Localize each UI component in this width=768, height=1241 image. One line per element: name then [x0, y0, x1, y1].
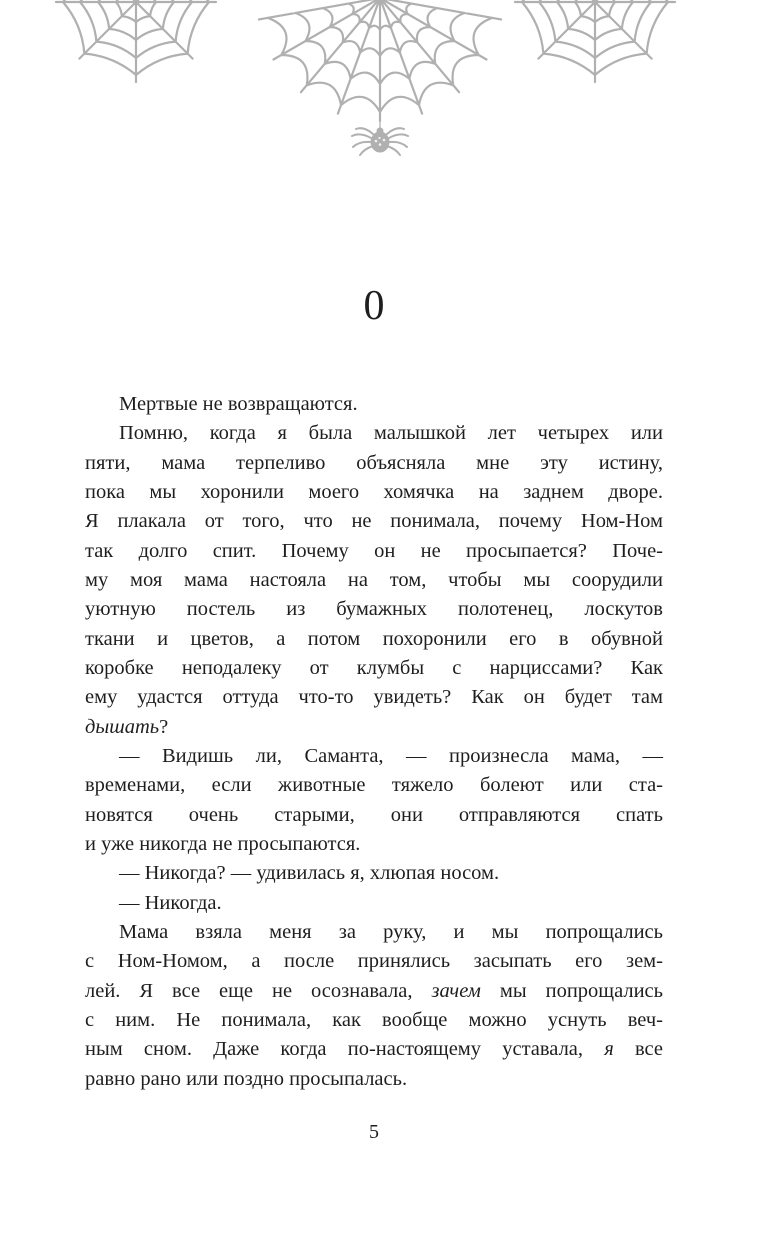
text-segment: коробке неподалеку от клумбы с нарциссами? Как [85, 656, 663, 679]
text-segment: и уже никогда не просыпаются. [85, 832, 361, 855]
text-line [85, 889, 663, 918]
text-segment: временами, если животные тяжело болеют или ста- [85, 774, 663, 797]
text-line [85, 419, 663, 448]
text-segment: — Никогда? — удивилась я, хлюпая носом. [119, 862, 500, 885]
text-segment: равно рано или поздно просыпалась. [85, 1067, 408, 1090]
spider-web-icon [56, 0, 216, 82]
text-line [85, 595, 663, 624]
text-line [85, 1035, 663, 1064]
italic-text: я [604, 1038, 614, 1061]
text-line [85, 390, 663, 419]
text-line [85, 566, 663, 595]
text-line [85, 507, 663, 536]
text-segment: все [613, 1038, 663, 1061]
text-segment: ему удастся оттуда что-то увидеть? Как он будет там [85, 686, 663, 709]
text-line [85, 859, 663, 888]
spider-web-icon [515, 0, 675, 82]
text-segment: — Никогда. [119, 891, 222, 914]
text-line [85, 742, 663, 771]
header-decoration [0, 0, 768, 175]
text-segment: ткани и цветов, а потом похоронили его в обувной [85, 627, 663, 650]
text-segment: лей. Я все еще не осознавала, [85, 979, 432, 1002]
text-line [85, 654, 663, 683]
text-segment: — Видишь ли, Саманта, — произнесла мама, — [119, 744, 663, 767]
text-line [85, 977, 663, 1006]
italic-text: дышать [85, 715, 160, 738]
italic-text: зачем [431, 979, 481, 1002]
text-segment: Помню, когда я была малышкой лет четырех или [119, 422, 663, 445]
text-line [85, 1006, 663, 1035]
spider-icon [352, 128, 408, 156]
text-line [85, 771, 663, 800]
text-segment: пяти, мама терпеливо объясняла мне эту истину, [85, 451, 663, 474]
text-segment: Мертвые не возвращаются. [119, 393, 358, 415]
text-line [85, 478, 663, 507]
text-line [85, 625, 663, 654]
text-line [85, 537, 663, 566]
text-segment: так долго спит. Почему он не просыпается? Поче- [85, 539, 663, 562]
text-line [85, 683, 663, 712]
text-line [85, 830, 663, 859]
text-line [85, 1065, 663, 1094]
page-number: 5 [369, 1121, 379, 1143]
text-segment: с ним. Не понимала, как вообще можно уснуть веч- [85, 1008, 663, 1031]
text-segment: новятся очень старыми, они отправляются спать [85, 803, 663, 826]
text-block [85, 390, 663, 1094]
text-segment: Я плакала от того, что не понимала, почему Ном-Ном [85, 510, 663, 533]
text-segment: пока мы хоронили моего хомячка на заднем дворе. [85, 480, 663, 503]
text-segment: с Ном-Номом, а после принялись засыпать его зем- [85, 950, 663, 973]
text-line [85, 449, 663, 478]
text-line [85, 918, 663, 947]
chapter-number: 0 [363, 283, 385, 329]
text-segment: ? [159, 715, 169, 738]
text-line [85, 947, 663, 976]
text-segment: уютную постель из бумажных полотенец, лоскутов [85, 598, 663, 621]
text-segment: мы попрощались [480, 979, 663, 1002]
text-line [85, 801, 663, 830]
text-segment: ным сном. Даже когда по-настоящему уставала, [85, 1038, 605, 1061]
text-line [85, 713, 663, 742]
text-segment: Мама взяла меня за руку, и мы попрощались [119, 920, 663, 943]
text-segment: му моя мама настояла на том, чтобы мы соорудили [85, 568, 663, 591]
